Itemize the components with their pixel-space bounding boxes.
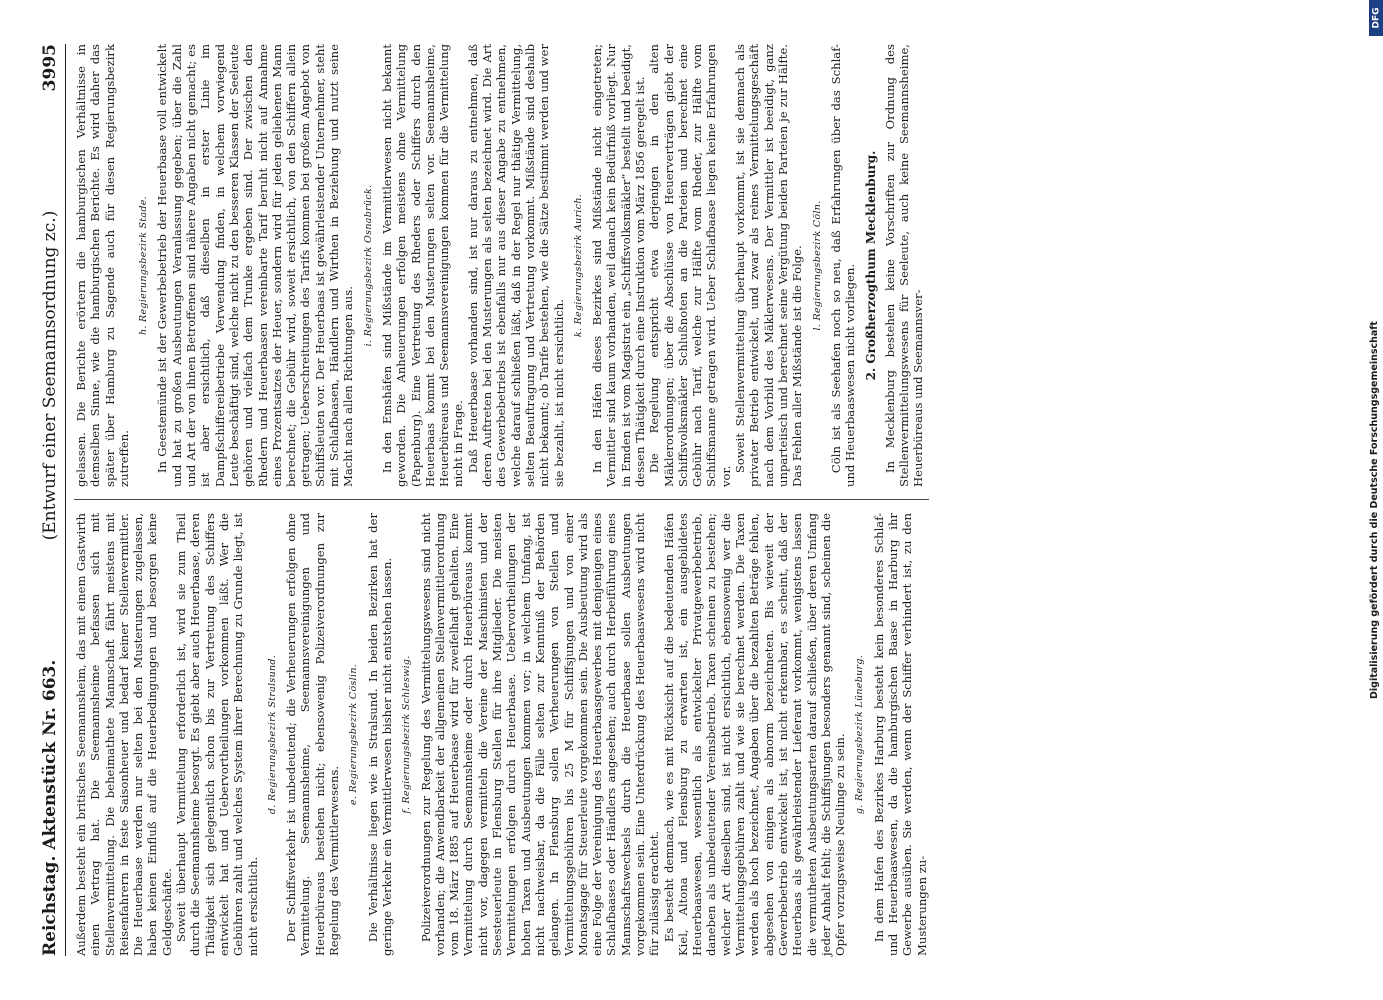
section-heading: f. Regierungsbezirk Schleswig. bbox=[401, 655, 413, 814]
paragraph: In den Emshäfen sind Mißstände im Vermittlerwesen nicht bekannt geworden. Die Anheuerungen erfolgen meistens ohne Vermittelung (Papenburg). Eine Vertretung des Rheders oder Schiffers durch den Heuerbaas kommt bei den Musterungen selten vor. Seemannsheime, Heuerbüreaus und Seemannsvereinigungen kommen für die Vermittelung nicht in Frage. bbox=[379, 44, 466, 487]
paragraph: In den Häfen dieses Bezirkes sind Mißstände nicht eingetreten; Vermittler sind kaum vorhanden, weil danach kein Bedürfniß vorliegt. Nur in Emden ist vom Magistrat ein „Schiffsvolksmäkler“ bestellt und beeidigt, dessen Thätigkeit durch eine Instruktion vom März 1856 geregelt ist. bbox=[590, 44, 647, 487]
paragraph: Soweit überhaupt Vermittelung erforderlich ist, wird sie zum Theil durch die Seemannsheime besorgt. Es giebt aber auch Heuerbaase, deren Thätigkeit sich gelegentlich schon bis zur Vertretung des Schiffers entwickelt hat und Uebervortheilungen vorkommen läßt. Wer die Gebühren zahlt und welches System ihrer Berechnung zu Grunde liegt, ist nicht ersichtlich. bbox=[174, 513, 260, 956]
page-number: 3995 bbox=[40, 44, 60, 92]
page-header bbox=[40, 44, 66, 956]
paragraph: In Mecklenburg bestehen keine Vorschriften zur Ordnung des Stellenvermittelungswesens für Seeleute, auch keine Seemannsheime, Heuerbüreaus und Seemannsver- bbox=[882, 44, 926, 487]
left-column bbox=[74, 513, 929, 956]
paragraph: Soweit Stellenvermittelung überhaupt vorkommt, ist sie demnach als privater Betrieb entwickelt, und zwar als reines Vermittelungsgeschäft nach dem Vorbild des Mäklerwesens. Der Vermittler ist beeidigt, ganz unparteiisch und berechnet seine Vergütung beiden Parteien je zur Hälfte. Das Fehlen aller Mißstände ist die Folge. bbox=[733, 44, 805, 487]
paragraph: Cöln ist als Seehafen noch so neu, daß Erfahrungen über das Schlaf- und Heuerbaaswesen nicht vorliegen. bbox=[828, 44, 858, 487]
dfg-logo: DFG bbox=[1369, 0, 1383, 36]
document-sheet bbox=[30, 30, 1320, 970]
chapter-heading: 2. Großherzogthum Mecklenburg. bbox=[864, 150, 879, 381]
paragraph: Die Regelung entspricht etwa derjenigen in den alten Mäklerordnungen; über die Abschlüsse von Heuerverträgen giebt der Schiffsvolksmäkler Schlußnoten an die Parteien und berechnet eine Gebühr nach Tarif, welche zur Hälfte vom Rheder, zur Hälfte vom Schiffsmanne getragen wird. Ueber Schlafbaase liegen keine Erfahrungen vor. bbox=[647, 44, 733, 487]
paragraph: Es besteht demnach, wie es mit Rücksicht auf die bedeutenden Häfen Kiel, Altona und Flensburg zu erwarten ist, ein ausgebildetes Heuerbaaswesen, wesentlich als entwickelter Privatgewerbebetrieb, daneben als unbedeutender Vereinsbetrieb. Taxen scheinen zu bestehen; welcher Art dieselben sind, ist nicht ersichtlich, ebensowenig wer die Vermittelungsgebühren zahlt und wie sie berechnet werden. Die Taxen werden als hoch bezeichnet, Angaben über die bezahlten Beträge fehlen, abgesehen von einigen als abnorm bezeichneten. Bis wieweit der Gewerbebetrieb entwickelt ist, ist nicht erkennbar, es scheint, daß der Heuerbaas als gewährleistender Lieferant vorkommt, wenigstens lassen die vermutheten Ausbeutungsarten darauf schließen, über deren Umfang jeder Anhalt fehlt; die Schiffsjungen besonders genannt sind, scheinen die Opfer vorzugsweise Neulinge zu sein. bbox=[661, 513, 848, 956]
paragraph: Die Verhältnisse liegen wie in Stralsund. In beiden Bezirken hat der geringe Verkehr ein Vermittlerwesen bisher nicht entstehen lassen. bbox=[365, 513, 394, 956]
text-columns bbox=[74, 44, 929, 956]
section-heading: h. Regierungsbezirk Stade. bbox=[138, 196, 150, 335]
header-left: Reichstag. Aktenstück Nr. 663. bbox=[40, 659, 60, 956]
paragraph: Daß Heuerbaase vorhanden sind, ist nur daraus zu entnehmen, daß deren Auftreten bei den Musterungen als selten bezeichnet wird. Die Art des Gewerbebetriebs ist ebenfalls nur aus dieser Angabe zu entnehmen, welche darauf schließen läßt, daß in der Regel nur thätige Vermittelung, selten Beauftragung und Vertretung vorkommt. Mißstände sind deshalb nicht bekannt; ob Tarife bestehen, wie die Sätze bestimmt werden und wer sie bezahlt, ist nicht ersichtlich. bbox=[465, 44, 566, 487]
paragraph: Der Schiffsverkehr ist unbedeutend; die Verheuerungen erfolgen ohne Vermittelung. Seemannsheime, Seemannsvereinigungen und Heuerbüreaus bestehen nicht; ebensowenig Polizeiverordnungen zur Regelung des Vermittlerwesens. bbox=[284, 513, 342, 956]
paragraph: In dem Hafen des Bezirkes Harburg besteht kein besonderes Schlaf- und Heuerbaaswesen, da die hamburgischen Baase in Harburg ihr Gewerbe ausüben. Sie werden, wenn der Schiffer verhindert ist, zu den Musterungen zu- bbox=[871, 513, 929, 956]
digitization-note-text: Digitalisierung gefördert durch die Deutsche Forschungsgemeinschaft bbox=[1369, 321, 1380, 699]
section-heading: e. Regierungsbezirk Cöslin. bbox=[348, 663, 360, 806]
header-title: (Entwurf einer Seemannsordnung zc.) bbox=[40, 210, 60, 541]
section-heading: i. Regierungsbezirk Osnabrück. bbox=[362, 184, 374, 347]
paragraph: In Geestemünde ist der Gewerbebetrieb der Heuerbaase voll entwickelt und hat zu großen Ausbeutungen Veranlassung gegeben; über die Zahl und Art der von ihnen Betroffenen sind nähere Angaben nicht gemacht; es ist aber ersichtlich, daß dieselben in erster Linie im Dampfschiffereibetriebe Verwendung finden, in welchem vorwiegend Leute beschäftigt sind, welche nicht zu den besseren Klassen der Seeleute gehören und vielfach dem Trunke ergeben sind. Der zwischen den Rhedern und Heuerbaasen vereinbarte Tarif beruht nicht auf Annahme eines Prozentsatzes der Heuer, sondern wird für jeden geliehenen Mann berechnet; die Gebühr wird, soweit ersichtlich, von den Schiffern allein getragen; Ueberschreitungen des Tarifs kommen bei großem Angebot von Schiffsleuten vor. Der Heuerbaas ist gewährleistender Unternehmer, steht mit Schlafbaasen, Händlern und Wirthen in Beziehung und nutzt seine Macht nach allen Richtungen aus. bbox=[155, 44, 356, 487]
section-heading: l. Regierungsbezirk Cöln. bbox=[811, 200, 823, 331]
right-column bbox=[74, 44, 929, 487]
section-heading: k. Regierungsbezirk Aurich. bbox=[572, 193, 584, 338]
paragraph: Polizeiverordnungen zur Regelung des Vermittelungswesens sind nicht vorhanden; die Anwendbarkeit der allgemeinen Stellenvermittlerordnung vom 18. März 1885 auf Heuerbaase wird für zweifelhaft gehalten. Eine Vermittelung durch Seemannsheime oder durch Heuerbüreaus kommt nicht vor, dagegen vermitteln die Vereine der Maschinisten und der Seesteuerleute in Flensburg Stellen für ihre Mitglieder. Die meisten Vermittelungen erfolgen durch Heuerbaase. Uebervortheilungen der hohen Taxen und Ausbeutungen kommen vor; in welchem Umfang, ist nicht nachweisbar, da die Fälle selten zur Kenntniß der Behörden gelangen. In Flensburg sollen Verheuerungen von Stellen und Vermittelungsgebühren bis 25 M für Schiffsjungen und von einer Monatsgage für Steuerleute vorgekommen sein. Die Ausbeutung wird als eine Folge der Vereinigung des Heuerbaasgewerbes mit demjenigen eines Schlafbaases oder Händlers angesehen; auch durch Herbeiführung eines Mannschaftswechsels durch die Heuerbaase sollen Ausbeutungen vorgekommen sein. Eine Unterdrückung des Heuerbaaswesens wird nicht für zulässig erachtet. bbox=[418, 513, 662, 956]
section-heading: g. Regierungsbezirk Lüneburg. bbox=[854, 654, 866, 815]
paragraph: gelassen. Die Berichte erörtern die hamburgischen Verhältnisse in demselben Sinne, wie die hamburgischen Berichte. Es wird daher das später über Hamburg zu Sagende auch für diesen Regierungsbezirk zutreffen. bbox=[74, 44, 131, 487]
section-heading: d. Regierungsbezirk Stralsund. bbox=[266, 654, 278, 815]
paragraph: Außerdem besteht ein britisches Seemannsheim, das mit einem Gastwirth einen Vertrag hat. Die Seemannsheime befassen sich mit Stellenvermittelung. Die beheimathete Mannschaft fährt meistens mit Reisenfahrern in feste Saisonheuer und bedarf keiner Stellenvermittler. Die Heuerbaase werden nur selten bei den Musterungen zugelassen, haben keinen Einfluß auf die Heuerbedingungen und besorgen keine Geldgeschäfte. bbox=[74, 513, 174, 956]
digitization-note bbox=[1369, 40, 1383, 980]
